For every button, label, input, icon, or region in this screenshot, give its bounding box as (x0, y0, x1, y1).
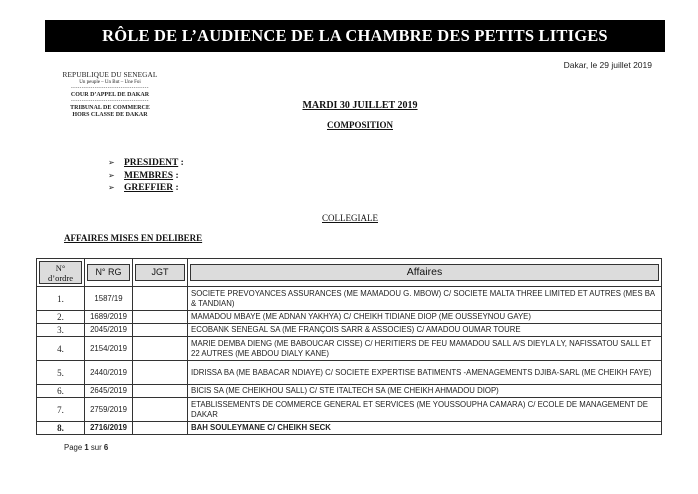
row-jgt (133, 324, 188, 337)
role-label: GREFFIER (124, 183, 174, 193)
row-rg: 2045/2019 (85, 324, 133, 337)
row-affaire: MARIE DEMBA DIENG (ME BABOUCAR CISSE) C/ HERITIERS DE FEU MAMADOU SALL A/S DIEYLA LY, NAFISSATOU SALL ET 22 AUTRES (ME ABDOU DIALY KANE) (188, 337, 662, 361)
role-membres (108, 170, 184, 183)
row-number: 4. (37, 337, 85, 361)
row-affaire: BAH SOULEYMANE C/ CHEIKH SECK (188, 422, 662, 435)
republic-name: REPUBLIQUE DU SENEGAL (62, 70, 158, 79)
row-jgt (133, 385, 188, 398)
arrow-bullet-icon: ➢ (108, 158, 115, 167)
tribunal-name-line1: TRIBUNAL DE COMMERCE (70, 105, 150, 111)
page-current: 1 (84, 443, 89, 452)
table-row (37, 385, 662, 398)
row-jgt (133, 398, 188, 422)
row-rg: 2440/2019 (85, 361, 133, 385)
row-affaire: MAMADOU MBAYE (ME ADNAN YAKHYA) C/ CHEIKH TIDIANE DIOP (ME OUSSEYNOU GAYE) (188, 311, 662, 324)
table-row (37, 337, 662, 361)
header-ordre (37, 259, 85, 287)
row-affaire: IDRISSA BA (ME BABACAR NDIAYE) C/ SOCIETE EXPERTISE BATIMENTS -AMENAGEMENTS DJIBA-SARL (ME CHEIKH FAYE) (188, 361, 662, 385)
row-number: 3. (37, 324, 85, 337)
institution-emblem (50, 70, 170, 119)
page-total: 6 (103, 443, 109, 452)
row-rg: 2759/2019 (85, 398, 133, 422)
page-footer (64, 443, 108, 452)
role-suffix: : (178, 158, 184, 168)
table-row (37, 311, 662, 324)
arrow-bullet-icon: ➢ (108, 183, 115, 192)
role-label: MEMBRES (124, 170, 174, 181)
row-jgt (133, 287, 188, 311)
row-affaire: SOCIETE PREVOYANCES ASSURANCES (ME MAMADOU G. MBOW) C/ SOCIETE MALTA THREE LIMITED ET AUTRES (MES BA & TANDIAN) (188, 287, 662, 311)
national-motto: Un peuple – Un But – Une Foi (79, 80, 141, 85)
table-row (37, 398, 662, 422)
separator-2: ------------------------------------ (71, 99, 149, 104)
row-jgt (133, 422, 188, 435)
header-jgt (133, 259, 188, 287)
role-label: PRESIDENT (124, 158, 179, 168)
row-affaire: ECOBANK SENEGAL SA (ME FRANÇOIS SARR & ASSOCIES) C/ AMADOU OUMAR TOURE (188, 324, 662, 337)
collegiale-heading: COLLEGIALE (322, 213, 378, 223)
header-rg (85, 259, 133, 287)
banner-title: RÔLE DE L’AUDIENCE DE LA CHAMBRE DES PETITS LITIGES (102, 26, 608, 45)
row-rg: 1689/2019 (85, 311, 133, 324)
table-header-row (37, 259, 662, 287)
row-affaire: ETABLISSEMENTS DE COMMERCE GENERAL ET SERVICES (ME YOUSSOUPHA CAMARA) C/ ECOLE DE MANAGEMENT DE DAKAR (188, 398, 662, 422)
header-jgt-box: JGT (135, 264, 185, 281)
header-affaires-box: Affaires (190, 264, 659, 281)
header-ordre-line1: N° (55, 263, 66, 273)
row-jgt (133, 361, 188, 385)
header-affaires (188, 259, 662, 287)
header-ordre-box (39, 261, 82, 284)
session-date-title: MARDI 30 JUILLET 2019 (302, 100, 418, 111)
row-number: 2. (37, 311, 85, 324)
section-title: AFFAIRES MISES EN DELIBERE (64, 233, 203, 243)
row-number: 8. (37, 422, 85, 435)
arrow-bullet-icon: ➢ (108, 170, 115, 180)
row-affaire: BICIS SA (ME CHEIKHOU SALL) C/ STE ITALTECH SA (ME CHEIKH AHMADOU DIOP) (188, 385, 662, 398)
row-jgt (133, 337, 188, 361)
row-rg: 1587/19 (85, 287, 133, 311)
page-prefix: Page (64, 443, 85, 452)
header-ordre-line2: d’ordre (47, 273, 73, 283)
separator: ------------------------------------ (71, 86, 149, 91)
table-row (37, 422, 662, 435)
row-rg: 2645/2019 (85, 385, 133, 398)
document-banner (45, 20, 665, 52)
role-suffix: : (173, 183, 179, 193)
header-rg-box: N° RG (87, 264, 130, 281)
row-number: 6. (37, 385, 85, 398)
table-row (37, 287, 662, 311)
date-line: Dakar, le 29 juillet 2019 (563, 60, 652, 70)
cases-table (36, 258, 662, 435)
row-rg: 2716/2019 (85, 422, 133, 435)
row-rg: 2154/2019 (85, 337, 133, 361)
court-name: COUR D’APPEL DE DAKAR (70, 92, 150, 98)
table-row (37, 361, 662, 385)
row-number: 5. (37, 361, 85, 385)
page-mid: sur (88, 443, 104, 452)
tribunal-name-line2: HORS CLASSE DE DAKAR (72, 112, 148, 118)
composition-roles (108, 157, 184, 195)
role-suffix: : (173, 170, 179, 181)
role-president (108, 157, 184, 170)
row-number: 7. (37, 398, 85, 422)
row-number: 1. (37, 287, 85, 311)
table-row (37, 324, 662, 337)
composition-heading: COMPOSITION (326, 120, 393, 130)
row-jgt (133, 311, 188, 324)
role-greffier (108, 182, 184, 195)
